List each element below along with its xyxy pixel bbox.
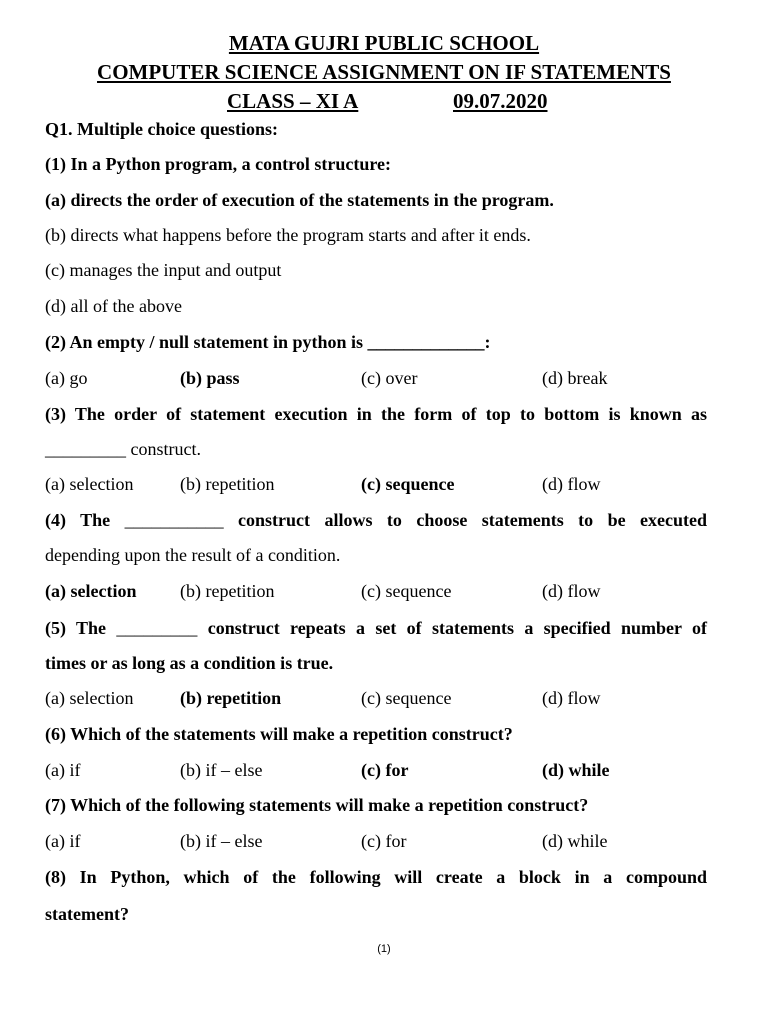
class-label: CLASS – XI A <box>227 89 359 113</box>
q4-option-a: (a) selection <box>45 581 137 601</box>
question-7: (7) Which of the following statements will make a repetition construct? <box>45 795 589 815</box>
q7-option-b: (b) if – else <box>180 831 263 851</box>
q3-option-d: (d) flow <box>542 474 601 494</box>
school-name: MATA GUJRI PUBLIC SCHOOL <box>228 31 540 55</box>
question-4-line-2: depending upon the result of a condition. <box>45 545 341 565</box>
q3-option-b: (b) repetition <box>180 474 275 494</box>
q4-option-d: (d) flow <box>542 581 601 601</box>
q2-option-b: (b) pass <box>180 368 240 388</box>
q7-option-a: (a) if <box>45 831 81 851</box>
q6-option-d: (d) while <box>542 760 610 780</box>
question-2: (2) An empty / null statement in python is _____________: <box>45 332 491 352</box>
q1-option-b: (b) directs what happens before the program starts and after it ends. <box>45 225 531 245</box>
question-3-line-1: (3) The order of statement execution in the form of top to bottom is known as <box>45 404 707 424</box>
q6-option-c: (c) for <box>361 760 409 780</box>
question-6: (6) Which of the statements will make a repetition construct? <box>45 724 513 744</box>
page-number: (1) <box>377 943 391 955</box>
q4-option-c: (c) sequence <box>361 581 452 601</box>
q3-option-a: (a) selection <box>45 474 134 494</box>
q2-option-a: (a) go <box>45 368 88 388</box>
question-4-line-1: (4) The ___________ construct allows to choose statements to be executed <box>45 510 708 530</box>
q1-option-c: (c) manages the input and output <box>45 260 282 280</box>
q6-option-a: (a) if <box>45 760 81 780</box>
q5-option-b: (b) repetition <box>180 688 282 708</box>
question-8-line-1: (8) In Python, which of the following will create a block in a compound <box>45 867 707 887</box>
question-5-line-2: times or as long as a condition is true. <box>45 653 334 673</box>
q6-option-b: (b) if – else <box>180 760 263 780</box>
question-5-line-1: (5) The _________ construct repeats a set of statements a specified number of <box>45 618 708 638</box>
q5-option-a: (a) selection <box>45 688 134 708</box>
q2-option-c: (c) over <box>361 368 418 388</box>
q5-option-c: (c) sequence <box>361 688 452 708</box>
q5-option-d: (d) flow <box>542 688 601 708</box>
q4-option-b: (b) repetition <box>180 581 275 601</box>
q7-option-d: (d) while <box>542 831 608 851</box>
question-8-line-2: statement? <box>45 904 129 924</box>
q1-option-a: (a) directs the order of execution of the statements in the program. <box>45 190 554 210</box>
q2-option-d: (d) break <box>542 368 608 388</box>
q7-option-c: (c) for <box>361 831 407 851</box>
assignment-title: COMPUTER SCIENCE ASSIGNMENT ON IF STATEMENTS <box>97 60 671 84</box>
question-1: (1) In a Python program, a control structure: <box>45 154 391 174</box>
date-label: 09.07.2020 <box>453 89 548 113</box>
question-3-line-2: _________ construct. <box>45 439 201 459</box>
section-title: Q1. Multiple choice questions: <box>45 119 278 139</box>
q3-option-c: (c) sequence <box>361 474 455 494</box>
q1-option-d: (d) all of the above <box>45 296 182 316</box>
